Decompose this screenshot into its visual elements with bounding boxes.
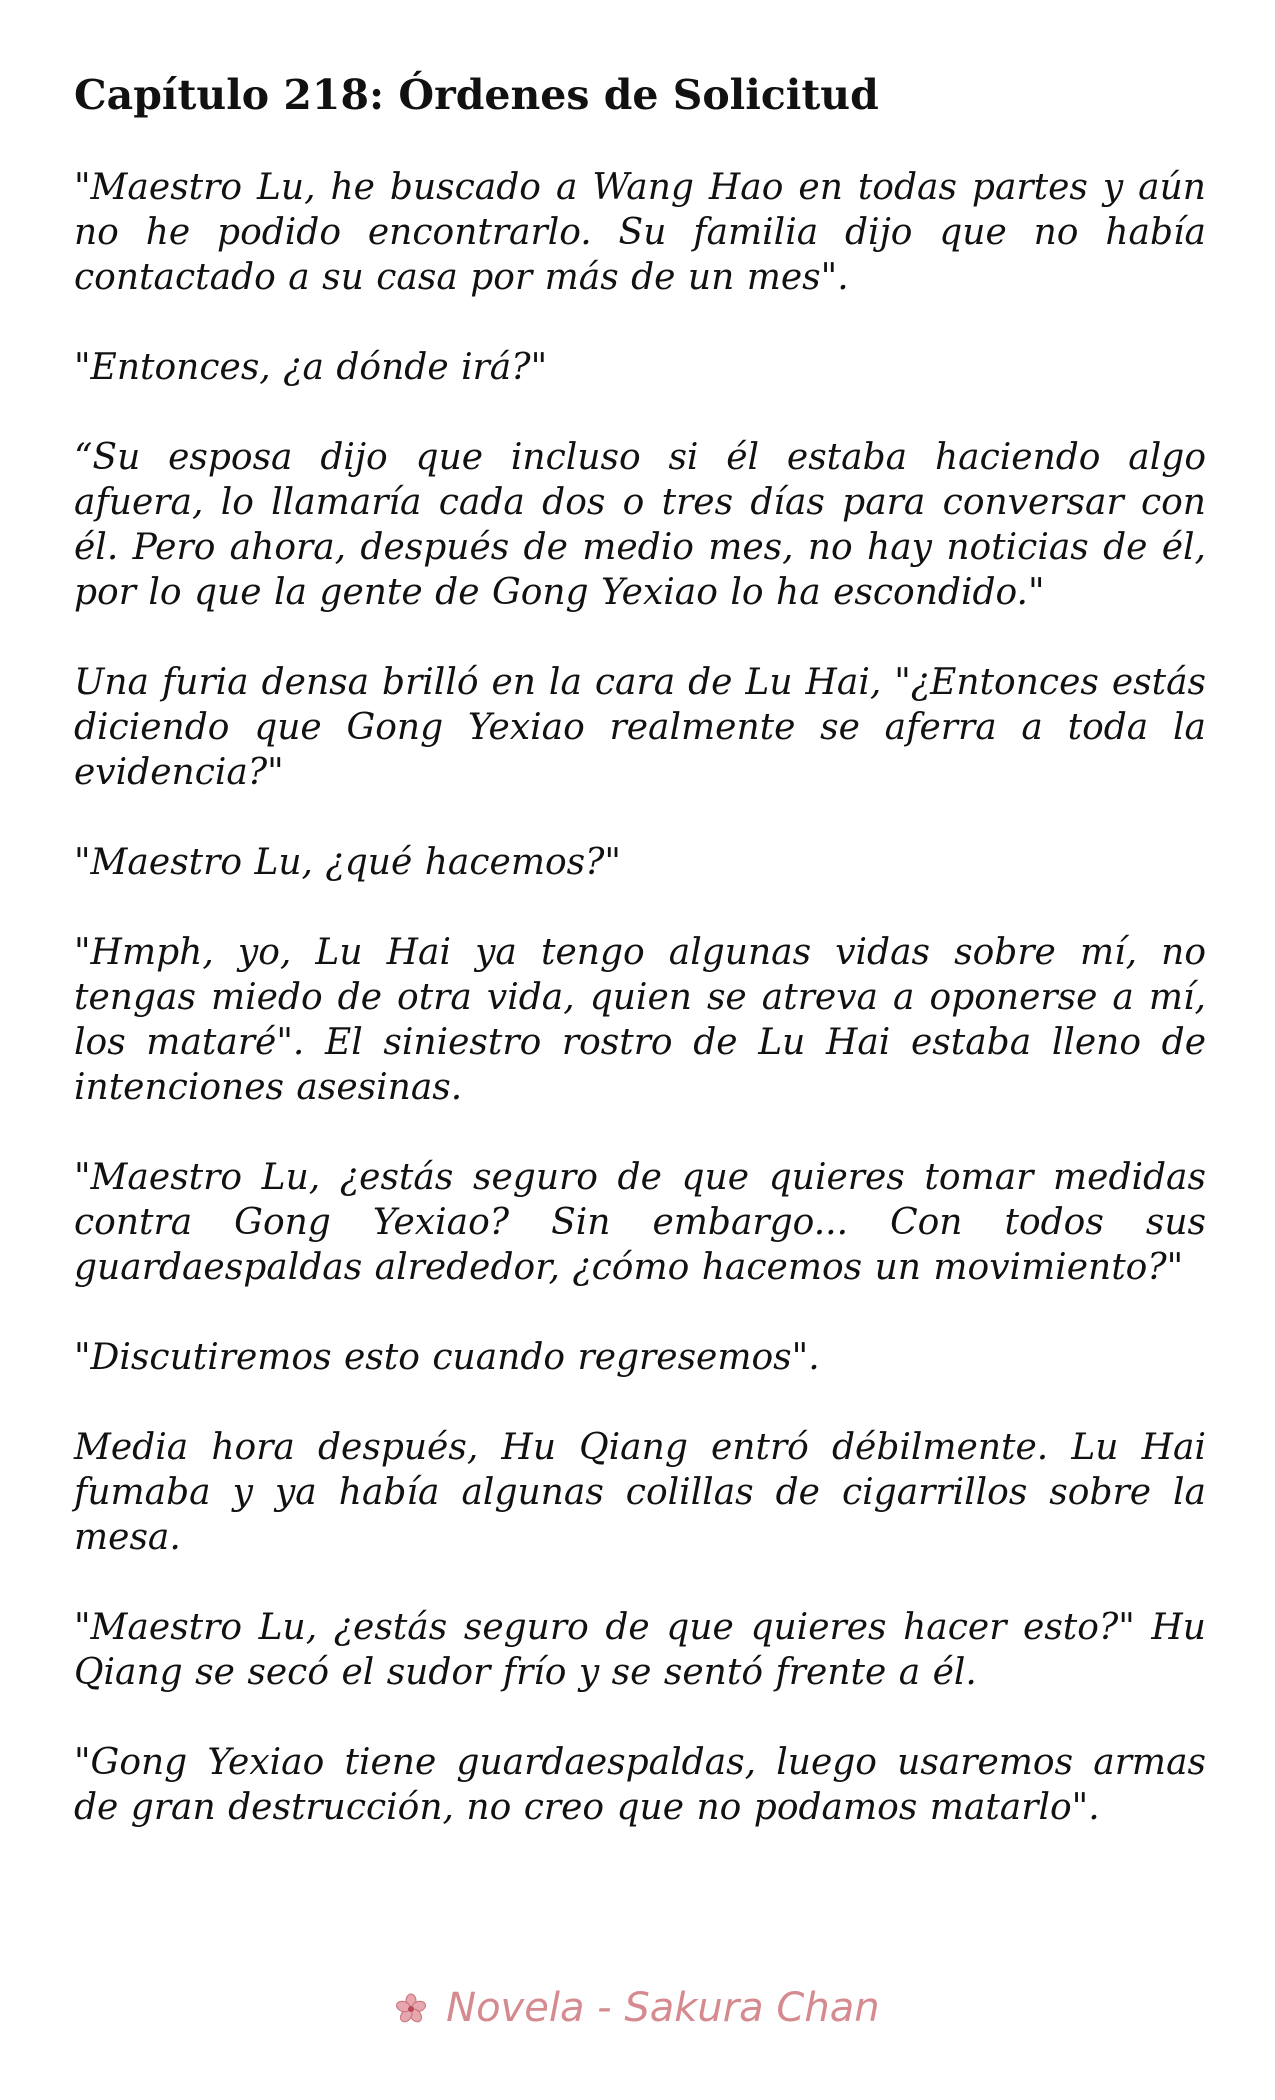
- chapter-title: Capítulo 218: Órdenes de Solicitud: [74, 71, 879, 119]
- paragraph: "Maestro Lu, ¿qué hacemos?": [74, 842, 621, 883]
- paragraph: "Maestro Lu, ¿estás seguro de que quieres hacer esto?" Hu Qiang se secó el sudor frío y se sentó frente a él.: [74, 1607, 1206, 1693]
- paragraph: "Maestro Lu, ¿estás seguro de que quieres tomar medidas contra Gong Yexiao? Sin embargo... Con todos sus guardaespaldas alrededor, ¿cómo hacemos un movimiento?": [74, 1157, 1206, 1288]
- paragraph: "Hmph, yo, Lu Hai ya tengo algunas vidas sobre mí, no tengas miedo de otra vida, quien se atreva a oponerse a mí, los mataré". El siniestro rostro de Lu Hai estaba lleno de intenciones asesinas.: [74, 932, 1206, 1108]
- paragraph: "Maestro Lu, he buscado a Wang Hao en todas partes y aún no he podido encontrarlo. Su familia dijo que no había contactado a su casa por más de un mes".: [74, 167, 1206, 298]
- sakura-flower-icon: [395, 1989, 427, 2021]
- chapter-page: [74, 70, 1206, 1875]
- paragraph: Una furia densa brilló en la cara de Lu Hai, "¿Entonces estás diciendo que Gong Yexiao realmente se aferra a toda la evidencia?": [74, 662, 1206, 793]
- paragraph: "Entonces, ¿a dónde irá?": [74, 347, 548, 388]
- watermark-text: Novela - Sakura Chan: [446, 1985, 880, 2031]
- paragraph: Media hora después, Hu Qiang entró débilmente. Lu Hai fumaba y ya había algunas colillas de cigarrillos sobre la mesa.: [74, 1427, 1206, 1558]
- paragraph: “Su esposa dijo que incluso si él estaba haciendo algo afuera, lo llamaría cada dos o tres días para conversar con él. Pero ahora, después de medio mes, no hay noticias de él, por lo que la gente de Gong Yexiao lo ha escondido.": [74, 437, 1206, 613]
- watermark-footer: [0, 1985, 1275, 2031]
- paragraph: "Discutiremos esto cuando regresemos".: [74, 1337, 820, 1378]
- paragraph: "Gong Yexiao tiene guardaespaldas, luego usaremos armas de gran destrucción, no creo que no podamos matarlo".: [74, 1742, 1206, 1828]
